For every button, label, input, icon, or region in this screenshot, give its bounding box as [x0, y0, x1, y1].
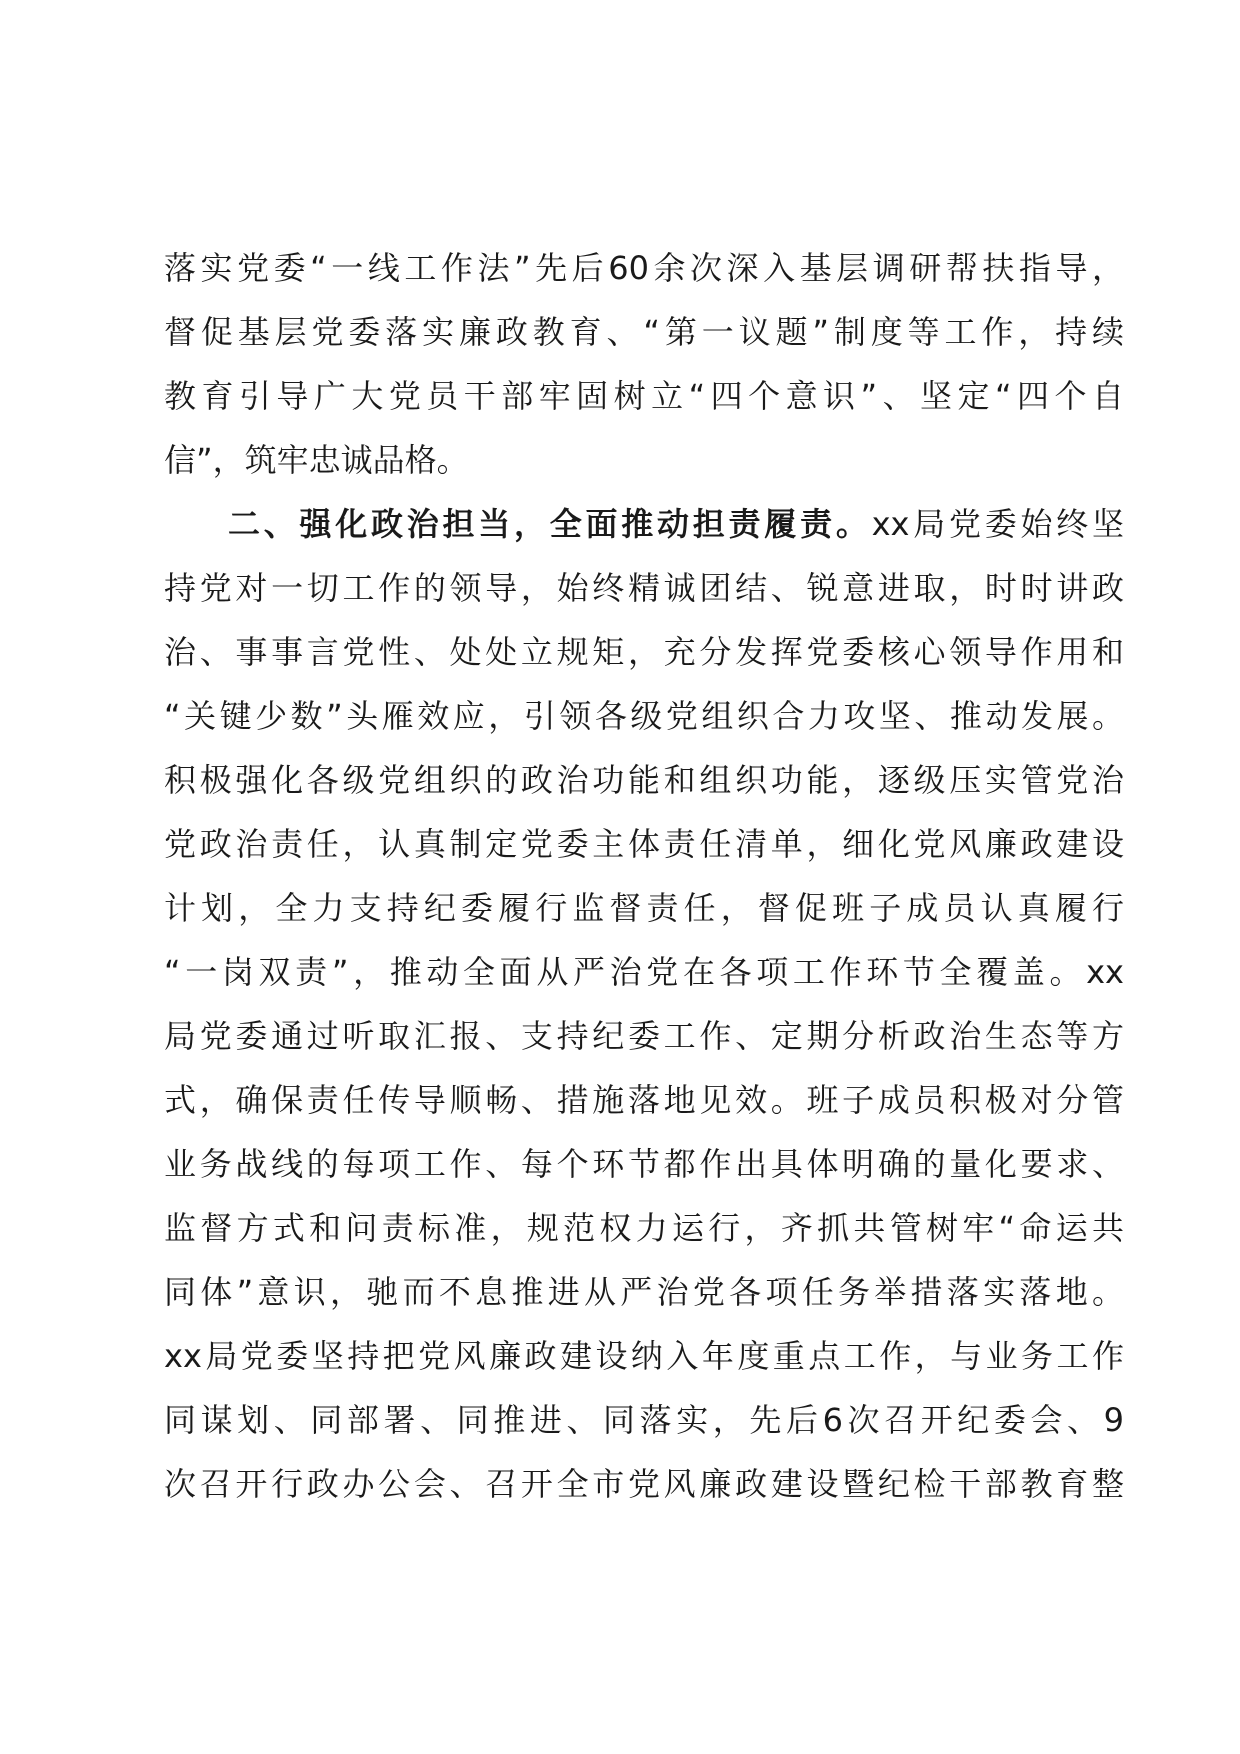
text-line: 治、事事言党性、处处立规矩，充分发挥党委核心领导作用和 — [164, 633, 1124, 671]
heading-continuation: xx局党委始终坚 — [871, 505, 1124, 543]
text-line: 落实党委“一线工作法”先后60余次深入基层调研帮扶指导， — [164, 249, 1124, 287]
text-line: 党政治责任，认真制定党委主体责任清单，细化党风廉政建设 — [164, 825, 1124, 863]
text-line: 监督方式和问责标准，规范权力运行，齐抓共管树牢“命运共 — [164, 1209, 1124, 1247]
text-line: 次召开行政办公会、召开全市党风廉政建设暨纪检干部教育整 — [164, 1465, 1124, 1503]
section-heading: 二、强化政治担当，全面推动担责履责。 — [228, 505, 872, 543]
text-line: 式，确保责任传导顺畅、措施落地见效。班子成员积极对分管 — [164, 1081, 1124, 1119]
text-line: 信”，筑牢忠诚品格。 — [164, 441, 469, 479]
paragraph-2 — [164, 492, 1124, 1516]
text-line: 计划，全力支持纪委履行监督责任，督促班子成员认真履行 — [164, 889, 1124, 927]
text-line: 局党委通过听取汇报、支持纪委工作、定期分析政治生态等方 — [164, 1017, 1124, 1055]
text-line-first — [164, 492, 1124, 556]
text-line: 持党对一切工作的领导，始终精诚团结、锐意进取，时时讲政 — [164, 569, 1124, 607]
text-line: 教育引导广大党员干部牢固树立“四个意识”、坚定“四个自 — [164, 377, 1124, 415]
paragraph-1 — [164, 236, 1124, 492]
text-line: xx局党委坚持把党风廉政建设纳入年度重点工作，与业务工作 — [164, 1337, 1124, 1375]
text-line: “一岗双责”，推动全面从严治党在各项工作环节全覆盖。xx — [164, 953, 1124, 991]
text-line: 同谋划、同部署、同推进、同落实，先后6次召开纪委会、9 — [164, 1401, 1124, 1439]
body-text — [164, 236, 1124, 1516]
text-line: “关键少数”头雁效应，引领各级党组织合力攻坚、推动发展。 — [164, 697, 1124, 735]
text-line: 业务战线的每项工作、每个环节都作出具体明确的量化要求、 — [164, 1145, 1124, 1183]
text-line: 督促基层党委落实廉政教育、“第一议题”制度等工作，持续 — [164, 313, 1124, 351]
text-line: 积极强化各级党组织的政治功能和组织功能，逐级压实管党治 — [164, 761, 1124, 799]
text-line: 同体”意识，驰而不息推进从严治党各项任务举措落实落地。 — [164, 1273, 1124, 1311]
